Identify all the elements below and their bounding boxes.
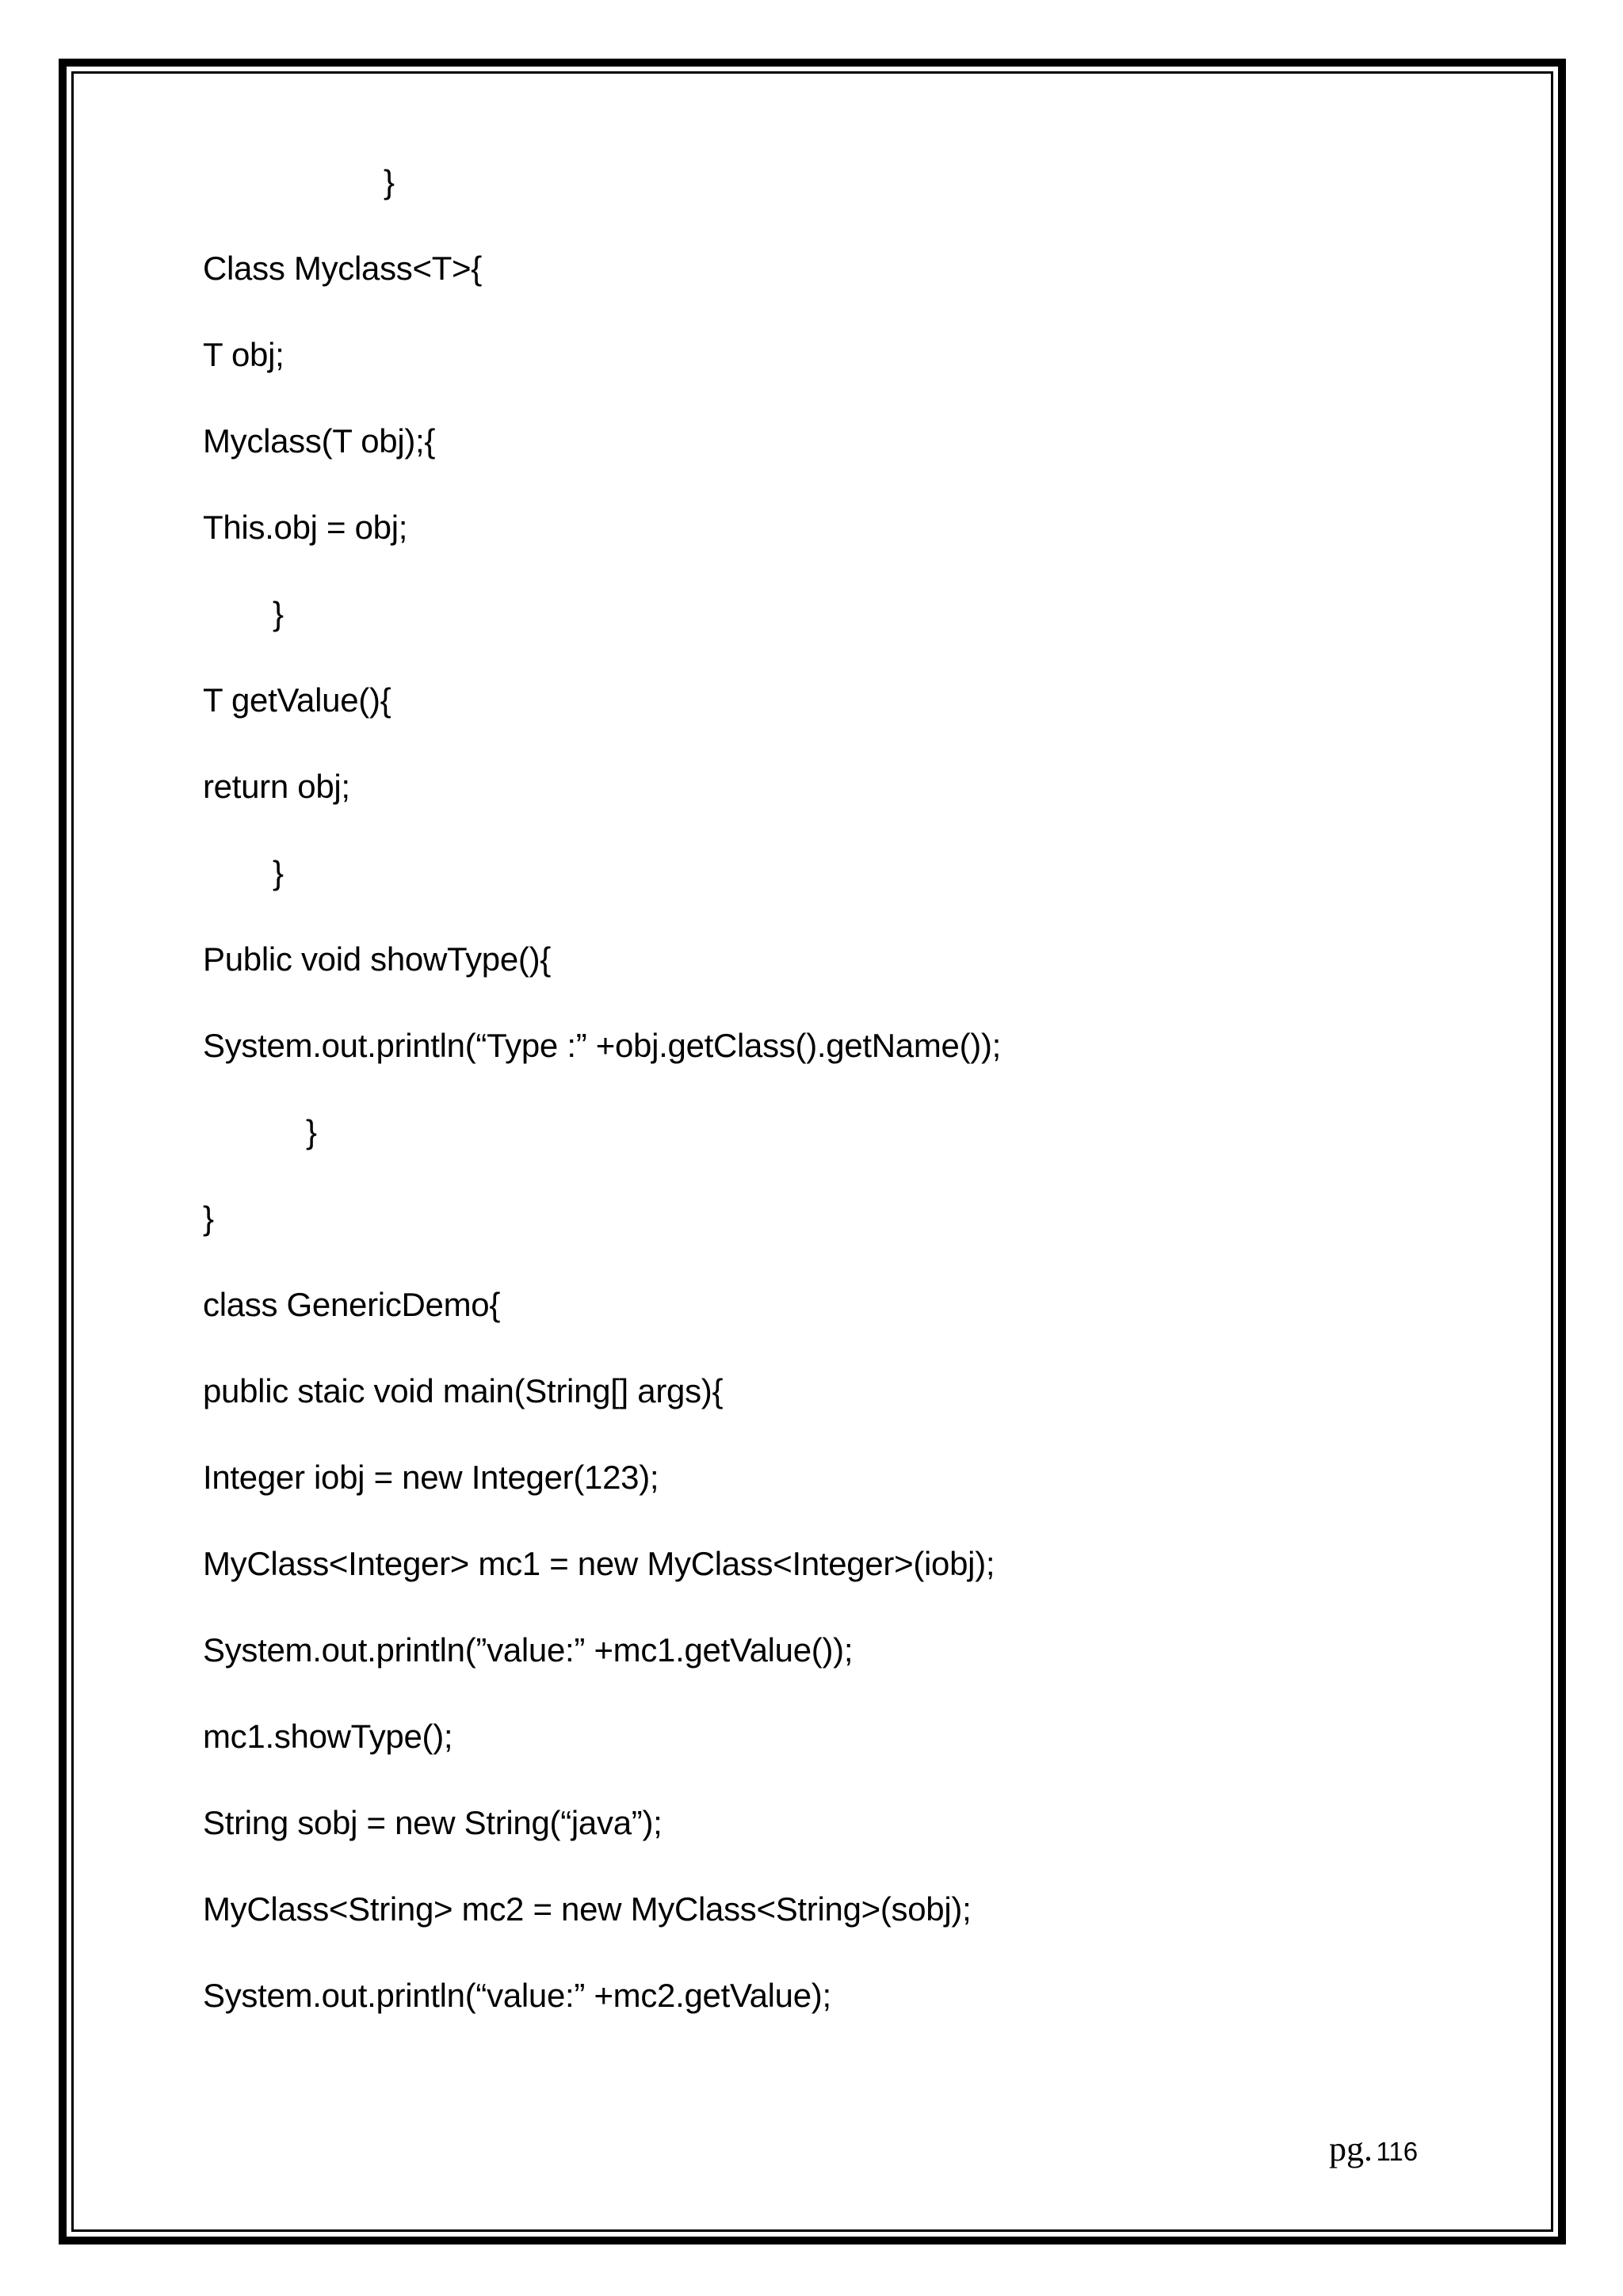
code-line: T getValue(){ (203, 681, 391, 719)
code-line: System.out.println(“Type :” +obj.getClass().getName()); (203, 1027, 1002, 1064)
code-line: } (384, 163, 395, 200)
code-line: } (306, 1113, 317, 1150)
code-line: class GenericDemo{ (203, 1286, 501, 1323)
code-line: } (203, 1199, 214, 1237)
page-number-value: 116 (1376, 2137, 1419, 2166)
code-line: System.out.println(”value:” +mc1.getValue()); (203, 1631, 854, 1669)
page-number (1329, 2126, 1418, 2173)
code-line: MyClass<Integer> mc1 = new MyClass<Integer>(iobj); (203, 1545, 995, 1582)
code-line: return obj; (203, 768, 350, 805)
code-line: MyClass<String> mc2 = new MyClass<String>(sobj); (203, 1890, 972, 1928)
code-line: } (273, 854, 284, 891)
code-line: String sobj = new String(“java”); (203, 1804, 663, 1841)
code-line: This.obj = obj; (203, 509, 408, 546)
code-line: public staic void main(String[] args){ (203, 1372, 724, 1409)
code-line: Class Myclass<T>{ (203, 250, 483, 287)
code-line: Myclass(T obj);{ (203, 422, 436, 460)
page-number-prefix: pg. (1329, 2130, 1373, 2168)
code-line: Integer iobj = new Integer(123); (203, 1459, 659, 1496)
code-line: } (273, 595, 284, 632)
code-line: Public void showType(){ (203, 940, 551, 978)
code-line: T obj; (203, 336, 285, 373)
code-line: System.out.println(“value:” +mc2.getValue); (203, 1977, 831, 2014)
code-line: mc1.showType(); (203, 1718, 453, 1755)
